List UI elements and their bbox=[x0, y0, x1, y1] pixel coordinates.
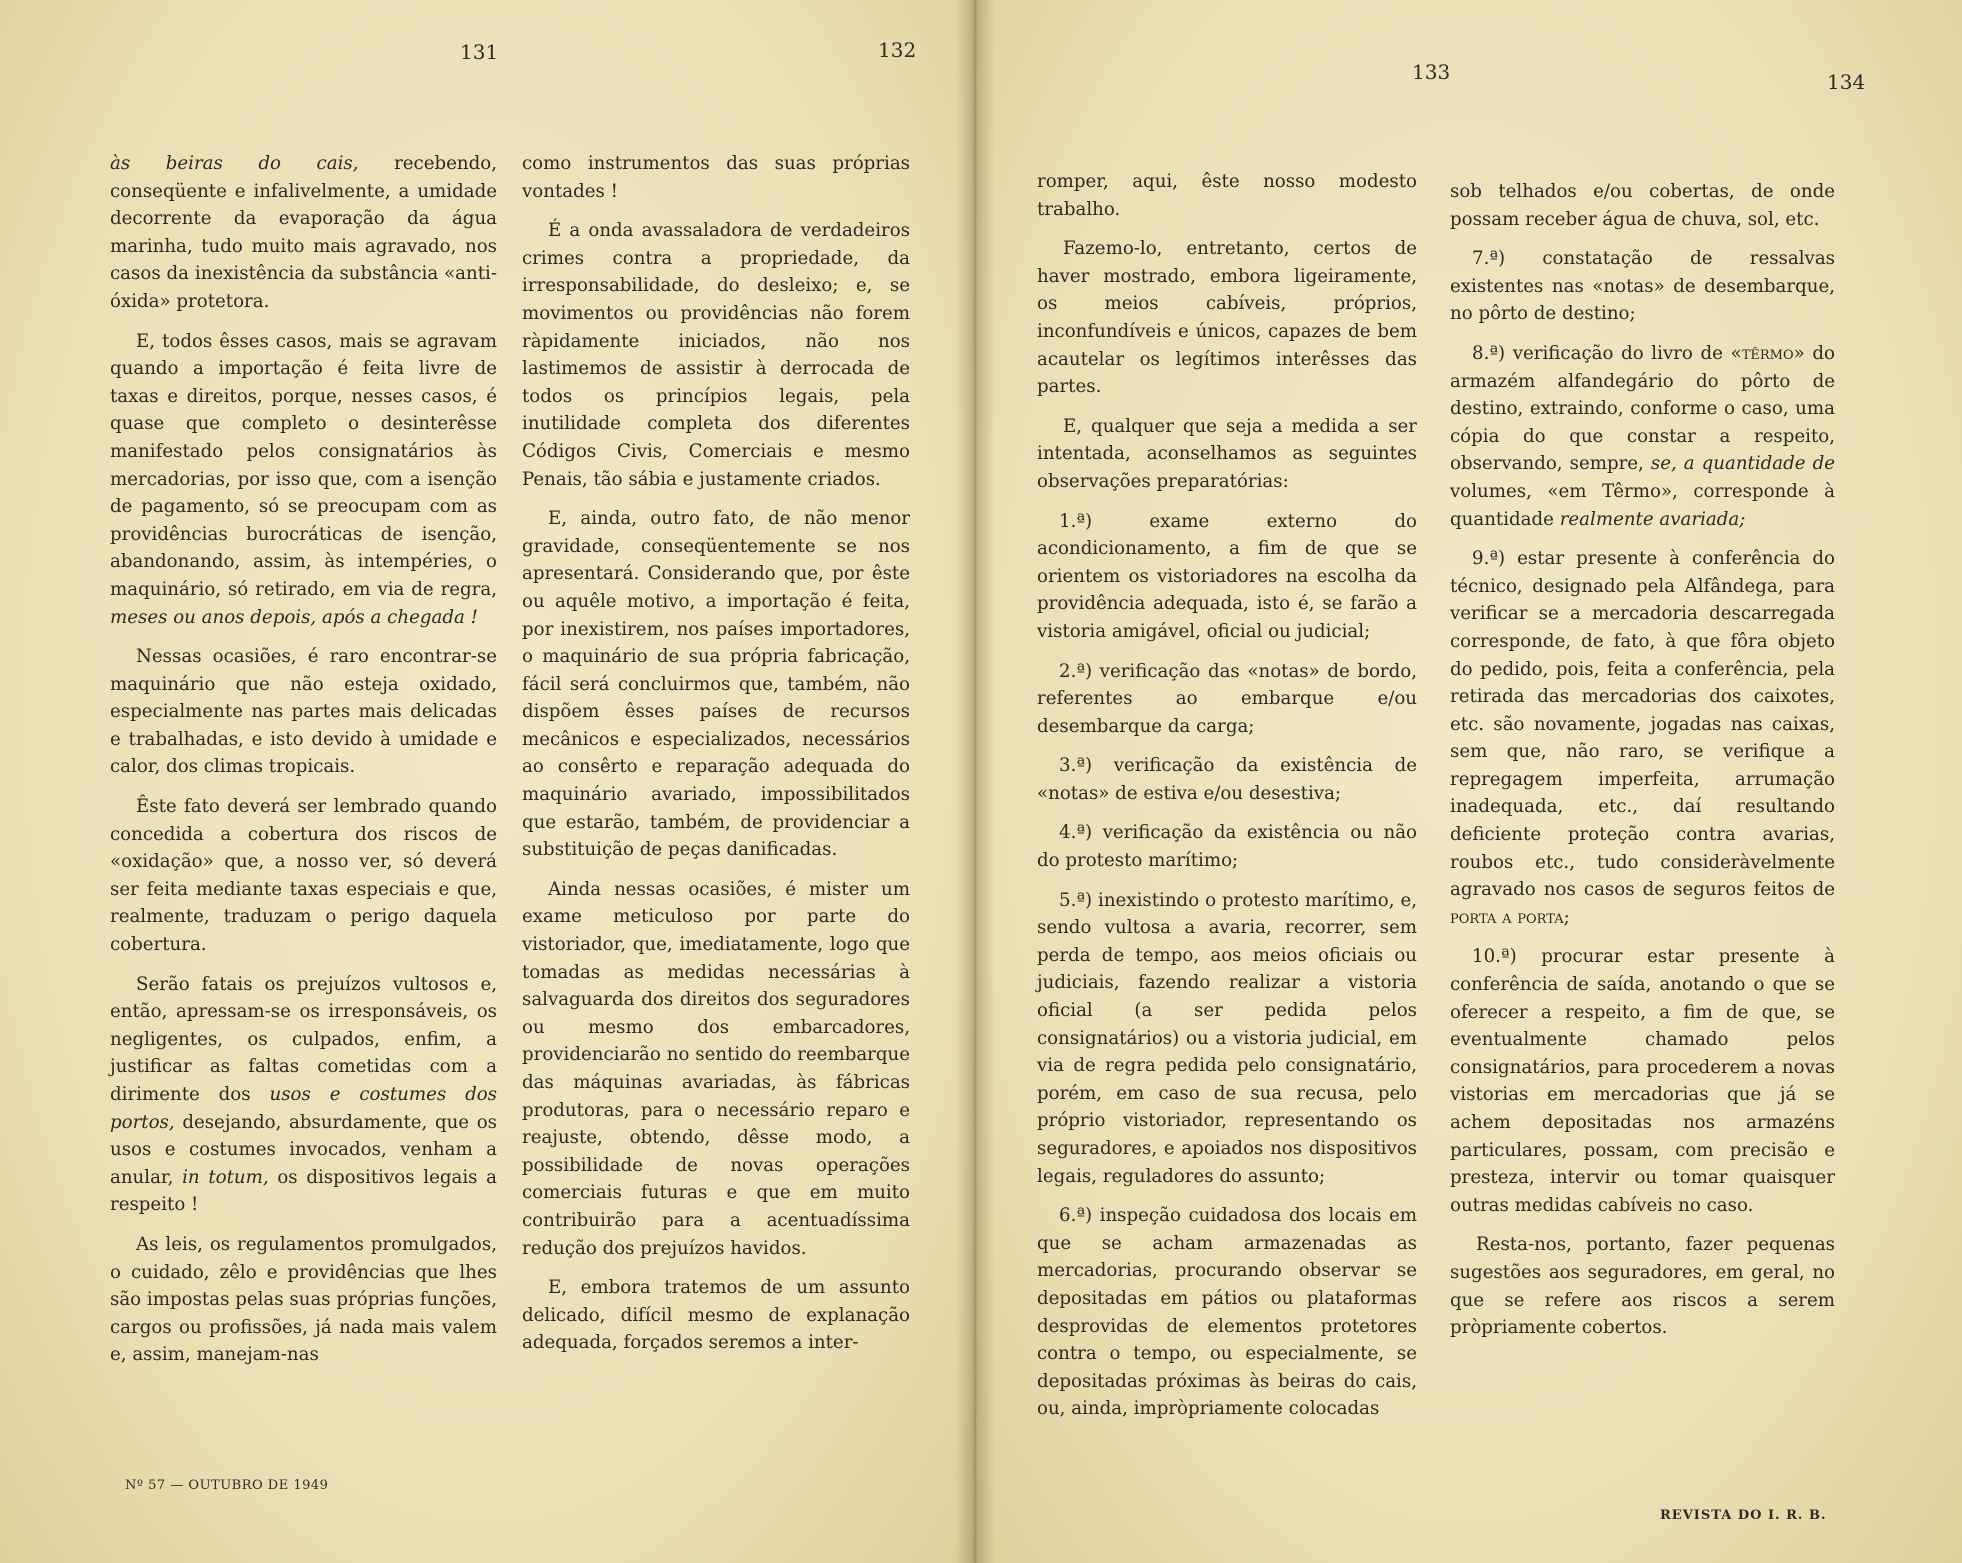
footer-journal: REVISTA DO I. R. B. bbox=[1660, 1508, 1827, 1523]
left-page bbox=[0, 0, 975, 1563]
paragraph: E, qualquer que seja a medida a ser intentada, aconselhamos as seguintes observações preparatórias: bbox=[1037, 415, 1417, 492]
paragraph: Fazemo-lo, entretanto, certos de haver mostrado, embora ligeiramente, os meios cabíveis, próprios, inconfundíveis e únicos, capazes de bem acautelar os legítimos interêsses das partes. bbox=[1037, 238, 1417, 398]
list-item: 2.ª) verificação das «notas» de bordo, referentes ao embarque e/ou desembarque da carga; bbox=[1037, 660, 1417, 737]
paragraph: às beiras do cais, recebendo, conseqüente e infalivelmente, a umidade decorrente da evaporação da água marinha, tudo muito mais agravado, nos casos da inexistência da substância «anti-óxida» protetora. bbox=[110, 153, 497, 312]
paragraph: E, todos êsses casos, mais se agravam quando a importação é feita livre de taxas e direitos, porque, nesses casos, é quase que completo o desinterêsse manifestado pelos consignatários às mercadorias, por isso que, com a isenção de pagamento, só se preocupam com as providências burocráticas de isenção, abandonando, assim, às intempéries, o maquinário, só retirado, em via de regra, meses ou anos depois, após a chegada ! bbox=[110, 330, 497, 628]
paragraph: romper, aqui, êste nosso modesto trabalho. bbox=[1037, 171, 1417, 220]
paragraph: E, embora tratemos de um assunto delicado, difícil mesmo de explanação adequada, forçados seremos a inter- bbox=[522, 1277, 910, 1354]
paragraph: Êste fato deverá ser lembrado quando concedida a cobertura dos riscos de «oxidação» que, a nosso ver, só deverá ser feita mediante taxas especiais e que, realmente, traduzam o perigo daquela cobertura. bbox=[110, 796, 497, 956]
column-1 bbox=[110, 150, 497, 1381]
paragraph: Ainda nessas ocasiões, é mister um exame meticuloso por parte do vistoriador, que, imediatamente, logo que tomadas as medidas necessárias à salvaguarda dos direitos dos seguradores ou mesmo dos embarcadores, providenciarão no sentido do reembarque das máquinas avariadas, às fábricas produtoras, para o necessário reparo e reajuste, obtendo, dêsse modo, a possibilidade de novas operações comerciais futuras e que em muito contribuirão para a acentuadíssima redução dos prejuízos havidos. bbox=[522, 878, 910, 1259]
paragraph: sob telhados e/ou cobertas, de onde possam receber água de chuva, sol, etc. bbox=[1450, 181, 1835, 230]
column-4 bbox=[1450, 178, 1835, 1354]
page-number-132: 132 bbox=[878, 38, 917, 62]
list-item: 7.ª) constatação de ressalvas existentes nas «notas» de desembarque, no pôrto de destino; bbox=[1450, 248, 1835, 325]
page-number-134: 134 bbox=[1827, 70, 1866, 94]
paragraph: como instrumentos das suas próprias vontades ! bbox=[522, 153, 910, 202]
list-item: 9.ª) estar presente à conferência do técnico, designado pela Alfândega, para verificar se a mercadoria descarregada corresponde, de fato, à que fôra objeto do pedido, pois, feita a conferência, pela retirada das mercadorias dos caixotes, etc. são novamente, jogadas nas caixas, sem que, não raro, se verifique a repregagem imperfeita, arrumação inadequada, etc., daí resultando deficiente proteção contra avarias, roubos etc., tudo consideràvelmente agravado nos casos de seguros feitos de porta a porta; bbox=[1450, 548, 1835, 928]
column-2 bbox=[522, 150, 910, 1369]
paragraph: Serão fatais os prejuízos vultosos e, então, apressam-se os irresponsáveis, os negligentes, os culpados, enfim, a justificar as faltas cometidas com a dirimente dos usos e costumes dos portos, desejando, absurdamente, que os usos e costumes invocados, venham a anular, in totum, os dispositivos legais a respeito ! bbox=[110, 973, 498, 1216]
book-gutter bbox=[955, 0, 995, 1563]
list-item: 10.ª) procurar estar presente à conferência de saída, anotando o que se oferecer a respeito, a fim de que, se eventualmente chamado pelos consignatários, para procederem a novas vistorias em mercadorias que já se achem depositadas nos armazéns particulares, possam, com precisão e presteza, intervir ou tomar quaisquer outras medidas cabíveis no caso. bbox=[1450, 946, 1835, 1216]
paragraph: É a onda avassaladora de verdadeiros crimes contra a propriedade, da irresponsabilidade, do desleixo; e, se movimentos ou providências não forem ràpidamente iniciados, não nos lastimemos de assistir à derrocada de todos os princípios legais, pela inutilidade completa dos diferentes Códigos Civis, Comerciais e mesmo Penais, tão sábia e justamente criados. bbox=[522, 220, 910, 490]
paragraph: Resta-nos, portanto, fazer pequenas sugestões aos seguradores, em geral, no que se refere aos riscos a serem pròpriamente cobertos. bbox=[1450, 1234, 1835, 1339]
paragraph: As leis, os regulamentos promulgados, o cuidado, zêlo e providências que lhes são impostas pelas suas próprias funções, cargos ou profissões, já nada mais valem e, assim, manejam-nas bbox=[110, 1233, 497, 1366]
paragraph: Nessas ocasiões, é raro encontrar-se maquinário que não esteja oxidado, especialmente nas partes mais delicadas e trabalhadas, e isto devido à umidade e calor, dos climas tropicais. bbox=[110, 646, 497, 778]
list-item: 3.ª) verificação da existência de «notas» de estiva e/ou desestiva; bbox=[1037, 755, 1417, 804]
list-item: 4.ª) verificação da existência ou não do protesto marítimo; bbox=[1037, 822, 1417, 872]
footer-issue: Nº 57 — OUTUBRO DE 1949 bbox=[125, 1478, 329, 1493]
column-3 bbox=[1037, 168, 1417, 1435]
page-number-131: 131 bbox=[460, 40, 499, 64]
list-item: 1.ª) exame externo do acondicionamento, a fim de que se orientem os vistoriadores na escolha da providência adequada, isto é, se farão a vistoria amigável, oficial ou judicial; bbox=[1037, 510, 1417, 642]
page-number-133: 133 bbox=[1412, 60, 1451, 84]
list-item: 8.ª) verificação do livro de «têrmo» do armazém alfandegário do pôrto de destino, extraindo, conforme o caso, uma cópia do que constar a respeito, observando, sempre, se, a quantidade de volumes, «em Têrmo», corresponde à quantidade realmente avariada; bbox=[1450, 342, 1835, 530]
list-item: 5.ª) inexistindo o protesto marítimo, e, sendo vultosa a avaria, recorrer, sem perda de tempo, aos meios oficiais ou judiciais, fazendo realizar a vistoria oficial (a ser pedida pelos consignatários) ou a vistoria judicial, em via de regra pedida pelo consignatário, porém, em caso de sua recusa, pelo próprio vistoriador, representando os seguradores, e apoiados nos dispositivos legais, reguladores do assunto; bbox=[1037, 889, 1417, 1187]
right-page bbox=[975, 0, 1962, 1563]
list-item: 6.ª) inspeção cuidadosa dos locais em que se acham armazenadas as mercadorias, procurando observar se depositadas em pátios ou plataformas desprovidas de elementos protetores contra o tempo, ou especialmente, se depositadas próximas às beiras do cais, ou, ainda, impròpriamente colocadas bbox=[1037, 1205, 1417, 1420]
paragraph: E, ainda, outro fato, de não menor gravidade, conseqüentemente se nos apresentará. Considerando que, por êste ou aquêle motivo, a importação é feita, por inexistirem, nos países importadores, o maquinário de sua própria fabricação, fácil será concluirmos que, também, não dispõem êsses países de recursos mecânicos e especializados, necessários ao consêrto e reparação adequada do maquinário avariado, impossibilitados que estarão, também, de providenciar a substituição de peças danificadas. bbox=[522, 508, 910, 861]
